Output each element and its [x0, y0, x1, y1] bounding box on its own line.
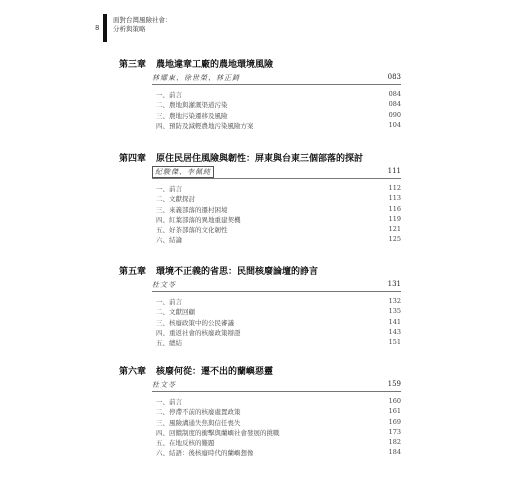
- section-entry: [152, 428, 401, 438]
- chapter-page: 111: [387, 167, 401, 175]
- book-title: [113, 16, 172, 34]
- chapter-title: 農地違章工廠的農地環境風險: [156, 60, 274, 70]
- section-list: [152, 90, 401, 131]
- section-page: 173: [388, 427, 401, 436]
- section-title: 四、回饋制度的衝擊與蘭嶼社會發展的挑戰: [156, 428, 280, 437]
- section-page: 141: [388, 317, 401, 326]
- section-title: 二、文獻探討: [156, 195, 195, 204]
- section-entry: [152, 111, 401, 121]
- section-entry: [152, 318, 401, 328]
- section-entry: [152, 215, 401, 225]
- section-title: 一、前言: [156, 185, 182, 193]
- section-entry: [152, 328, 401, 338]
- header-bar-decoration: [103, 14, 107, 42]
- section-entry: [152, 184, 401, 194]
- section-title: 三、風險溝通失焦與信任喪失: [156, 418, 241, 427]
- section-entry: [152, 297, 401, 307]
- section-title: 四、紅葉部落的異地重建契機: [156, 215, 241, 224]
- section-title: 五、在地反核的難題: [156, 439, 215, 448]
- chapter-page: 159: [387, 380, 401, 388]
- chapter-number: 第六章: [119, 367, 147, 377]
- section-title: 二、文獻回顧: [156, 308, 195, 317]
- section-page: 116: [388, 204, 401, 213]
- book-title-line2: 分析與策略: [113, 25, 146, 33]
- section-title: 一、前言: [156, 398, 182, 406]
- section-page: 121: [388, 225, 401, 234]
- section-entry: [152, 418, 401, 428]
- section-list: [152, 397, 401, 459]
- section-page: 125: [388, 235, 401, 244]
- section-page: 112: [388, 184, 401, 192]
- section-page: 182: [388, 438, 401, 447]
- chapter-authors: 紀駿傑、李佩純: [152, 166, 214, 178]
- section-entry: [152, 225, 401, 235]
- section-entry: [152, 407, 401, 417]
- section-title: 三、來義部落的遷村困境: [156, 205, 228, 214]
- section-title: 一、前言: [156, 91, 182, 99]
- section-page: 119: [388, 214, 401, 223]
- section-page: 184: [388, 448, 401, 457]
- chapter-authors: 杜文苓: [152, 381, 176, 389]
- section-page: 084: [388, 90, 401, 98]
- chapter-number: 第三章: [119, 60, 147, 70]
- section-page: 135: [388, 307, 401, 316]
- chapter-5: [119, 264, 401, 348]
- section-entry: [152, 338, 401, 348]
- author-row: [152, 165, 401, 179]
- chapter-heading: [119, 364, 401, 378]
- section-entry: [152, 121, 401, 131]
- chapter-page: 131: [387, 280, 401, 288]
- chapter-title: 核廢何從：遷不出的蘭嶼惡靈: [156, 367, 274, 377]
- section-entry: [152, 448, 401, 458]
- section-title: 三、農地污染遷移及風險: [156, 111, 228, 120]
- section-title: 二、農地與灌溉渠道污染: [156, 101, 228, 110]
- section-title: 一、前言: [156, 298, 182, 306]
- section-page: 151: [388, 338, 401, 347]
- chapter-number: 第五章: [119, 267, 147, 277]
- section-page: 169: [388, 417, 401, 426]
- page-number: 8: [95, 24, 100, 32]
- section-entry: [152, 90, 401, 100]
- section-title: 三、核廢政策中的公民審議: [156, 318, 234, 327]
- section-entry: [152, 235, 401, 245]
- section-title: 五、總結: [156, 339, 182, 348]
- section-title: 六、結語：後核廢時代的蘭嶼想像: [156, 449, 254, 458]
- section-entry: [152, 397, 401, 407]
- section-entry: [152, 438, 401, 448]
- section-title: 六、結論: [156, 236, 182, 245]
- section-title: 二、停滯不前的核廢處置政策: [156, 408, 241, 417]
- section-page: 143: [388, 327, 401, 336]
- section-entry: [152, 205, 401, 215]
- chapter-4: [119, 151, 401, 246]
- section-entry: [152, 100, 401, 110]
- author-row: [152, 278, 401, 292]
- running-header: [0, 14, 300, 40]
- chapter-title: 原住民居住風險與韌性：屏東與台東三個部落的探討: [156, 154, 364, 164]
- chapter-3: [119, 57, 401, 131]
- section-title: 五、好茶部落的文化韌性: [156, 226, 228, 235]
- section-page: 084: [388, 100, 401, 109]
- chapter-authors: 杜文苓: [152, 281, 176, 289]
- author-row: [152, 378, 401, 392]
- chapter-6: [119, 364, 401, 459]
- section-page: 161: [388, 407, 401, 416]
- section-list: [152, 184, 401, 246]
- chapter-heading: [119, 57, 401, 71]
- chapter-heading: [119, 264, 401, 278]
- section-page: 113: [388, 194, 401, 203]
- section-page: 132: [388, 297, 401, 305]
- chapter-number: 第四章: [119, 154, 147, 164]
- section-list: [152, 297, 401, 348]
- section-title: 四、重返社會的核廢政策辯證: [156, 328, 241, 337]
- author-row: [152, 71, 401, 85]
- section-page: 090: [388, 110, 401, 119]
- section-page: 160: [388, 397, 401, 405]
- section-title: 四、預防及減輕農地污染風險方案: [156, 121, 254, 130]
- chapter-authors: 林燿東、徐世榮、林正錡: [152, 74, 240, 82]
- section-page: 104: [388, 120, 401, 129]
- chapter-title: 環境不正義的省思：民間核廢論壇的諍言: [156, 267, 319, 277]
- section-entry: [152, 194, 401, 204]
- book-title-line1: 面對台灣風險社會：: [113, 16, 172, 24]
- chapter-heading: [119, 151, 401, 165]
- section-entry: [152, 307, 401, 317]
- chapter-page: 083: [387, 73, 401, 81]
